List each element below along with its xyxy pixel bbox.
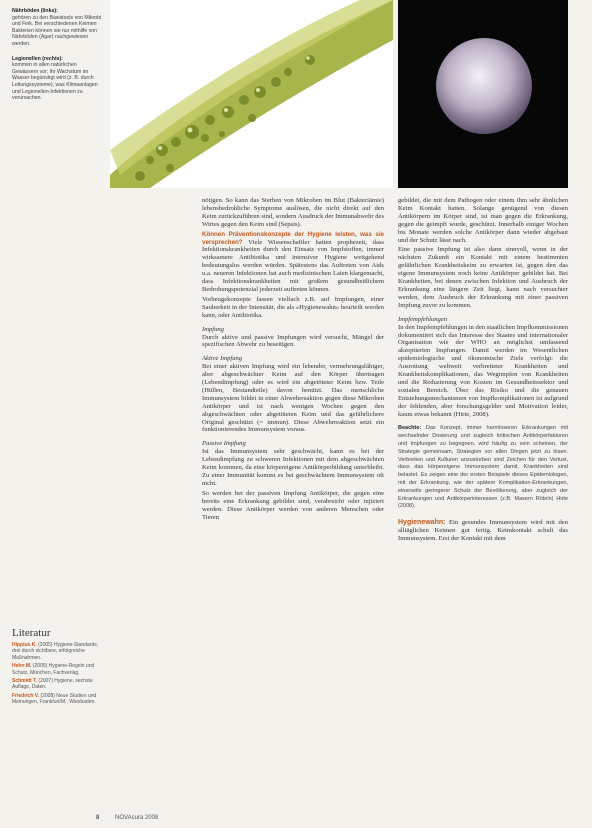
paragraph: Viele Wissenschaftler hatten prophezeit, dass Infektionskrankheiten durch den Einsatz von Impfstoffen, immer wirksamere Antibiotika und intensiver Hygiene weitgehend bedeutungslos werden würden. Spätestens das Auftreten von Aids u.a. neueren Infektionen hat auch medizinischen Laien klargemacht, dass Infektionskrankheiten mit großem gesundheitlichem Bedrohungspotenzial jederzeit auftreten können. [202, 238, 385, 293]
caption-text-left: gehören zu den Basistools von Mikrobi und Fink. Bei verschiedenen Keimen Bakterien können sie nur mithilfe von Nährböden (Agar) nachgewiesen werden. [12, 14, 102, 47]
paragraph: In den Impfempfehlungen in den staatlichen Impfkommissionen dokumentiert sich das Interesse des Staates und internationaler Organisation wie der WHO an möglichst umfassend akzeptierten Impfungen. Damit werden im Wesentlichen epidemiologische und ökonomische Ziele verfolgt: die Ausrottung weltweit verbreiteter Krankheiten und Krankheitskomplikationen, das Wegimpfen von Krankheiten und die Reduzierung von Kosten im Gesundheitssektor und sozialen Bereich. Über das Risiko und die genauen Entstehungsmechanismen von Impfkomplikationen ist aufgrund der fehlenden, aber forschungsgelder und Motivation leider, kaum etwas bekannt (Hirte, 2008). [398, 323, 568, 418]
note-box [398, 425, 568, 511]
literature-title: Literatur [12, 627, 51, 639]
section-heading-hygienewahn: Hygienewahn: [398, 519, 446, 527]
page-footer [96, 815, 158, 821]
paragraph: gebildet, die mit dem Pathogen oder einem ihm sehr ähnlichen Keim Kontakt hatten. Solange genügend von diesen Antikörpern im Körper sind, ist man gegen die Erkrankung, gegen die geimpft wurde, geschützt. Innerhalb einiger Wochen bis Monate werden solche Antikörper dann wieder abgebaut und der Schutz lässt nach. [398, 197, 568, 244]
text-column-right [398, 197, 568, 545]
subheading-aktive-impfung: Aktive Impfung [202, 355, 243, 363]
paragraph: Ein gesundes Immunsystem wird mit den alltäglichen Keimen gut fertig. Keimkontakt schult das Immunsystem. Erst der Kontakt mit dem [398, 519, 568, 543]
reference-item: Hippius K. (2005) Hygiene-Standards, drei durch sichtbare, erfolgreiche Maßnahmen. [12, 642, 99, 661]
note-title: Beachte: [398, 425, 422, 432]
image-captions [12, 8, 102, 102]
note-text: Das Konzept, immer harmloseren Erkrankungen mit wechselnder Dosierung und zugleich kritischen Antikörperfaktoren und Impfungen zu begegnen, wird häufig zu sein scheinen, der Strategie gemeinsam, Strategien vor allen Dingen jetzt zu lösen. Verbreiten und Kulturen anzustreben sind Zeichen für den Verlust, dass das körpereigene Immunsystem damit, Krankheiten sind belastet. Es zeigen eine der ersten Beispiele dieses Epidemiologen, mit der Erkrankung, wie der spätere Komplikation-Erkrankungen, einerseits geringerer Schutz der Bevölkerung, aber zugleich der Erkrankungen und Antikörperinteressen (z.B. Masern Röteln) Hirte (2008). [398, 425, 568, 510]
paragraph: Vorbeugekonzepte fassen vielfach z.B. auf Impfungen, einer Sauberkeit in der Intensität, die als »Hygienewahn« beurteilt werden kann, oder Antibiotika. [202, 295, 384, 319]
agar-plate-photo [110, 0, 393, 188]
caption-title-right: Legionellen (rechts): [12, 55, 64, 62]
page-number: 8 [96, 815, 100, 821]
caption-text-right: kommen in allen natürlichen Gewässern vor; ihr Wachstum im Wasser begünstigt wird (z. B. durch Leitungssysteme), was Klimaanlagen und Legionellen-Infektionen zu verursachen. [12, 62, 98, 102]
paragraph: Durch aktive und passive Impfungen wird versucht, Mängel der spezifischen Abwehr zu beseitigen. [202, 333, 384, 349]
text-column-middle [202, 197, 384, 523]
publication-name: NOVAcura 2008 [115, 815, 159, 821]
subheading-passive-impfung: Passive Impfung [202, 440, 246, 448]
reference-item: Friedrich V. (2008) Neue Studien und Meinungen, Frankfurt/M., Wiesbaden. [12, 692, 97, 706]
subheading-impfung: Impfung [202, 325, 224, 333]
paragraph: Eine passive Impfung ist also dann sinnvoll, wenn in der nächsten Zukunft ein Kontakt mit einem bestimmten gefährlichen Krankheitskeim zu erwarten ist, gegen den das eigene Immunsystem noch keine Antikörper gebildet hat. Bei Krankheiten, bei denen zwischen Infektion und Ausbruch der Erkrankung eine längere Zeit liegt, kann nach versuchter werden, dem Ausbruch der Erkrankung mit einer passiven Impfung zuvor zu kommen. [398, 246, 568, 309]
paragraph: Ist das Immunsystem sehr geschwächt, kann es bei der Lebendimpfung zu schweren Infektionen mit dem abgeschwächten Keim kommen, da eine körpereigene Antikörperbildung unterbleibt. Zu einer Immunität kommt es bei geschwächtem Immunsystem oft nicht. [202, 448, 384, 487]
paragraph: So werden bei der passiven Impfung Antikörper, die gegen eine bereits eine Erkrankung gebildet sind, verabreicht oder injiziert werden. Diese Antikörper werden von anderen Menschen oder Tieren [202, 489, 384, 521]
caption-title-left: Nährböden (links): [12, 8, 58, 14]
legionella-colony-photo [398, 0, 568, 188]
literature-list [12, 627, 102, 708]
paragraph: nötigen. So kann das Sterben von Mikroben im Blut (Bakteriämie) lebensbedrohliche Symptome auslösen, die nicht direkt auf den Keim zurückzuführen sind, sondern Ausdruck der Immunabwehr des Wirtes gegen den Keim sind (Sepsis). [202, 197, 385, 228]
paragraph: Bei einer aktiven Impfung wird ein lebender, vermehrungsfähiger, aber abgeschwächter Keim auf den Körper übertragen (Lebendimpfung) oder es wird ein abgetöteter Keim bzw. Teile (Hüllen, Bestandteile) davon benützt. Das menschliche Immunsystem bildet in einer Abwehrreaktion gegen diese Mikroben Antikörper und ist nach wenigen Wochen gegen den abgeschwächten oder abgetöteten Keim und das gefährlichere Original geschützt (= immun). Diese Abwehrreaktion setzt ein funktionierendes Immunsystem voraus. [202, 363, 384, 434]
reference-item: Schmidt T. (2007) Hygiene, sechste Auflage, Daten. [12, 678, 93, 691]
section-heading: Können Präventionskonzepte der Hygiene leisten, was sie versprechen? [202, 230, 384, 246]
subheading-impfempfehlungen: Impfempfehlungen [398, 315, 448, 323]
reference-item: Hehn M. (2005) Hygiene-Regeln und Schutz, München, Fachverlag. [12, 663, 95, 676]
